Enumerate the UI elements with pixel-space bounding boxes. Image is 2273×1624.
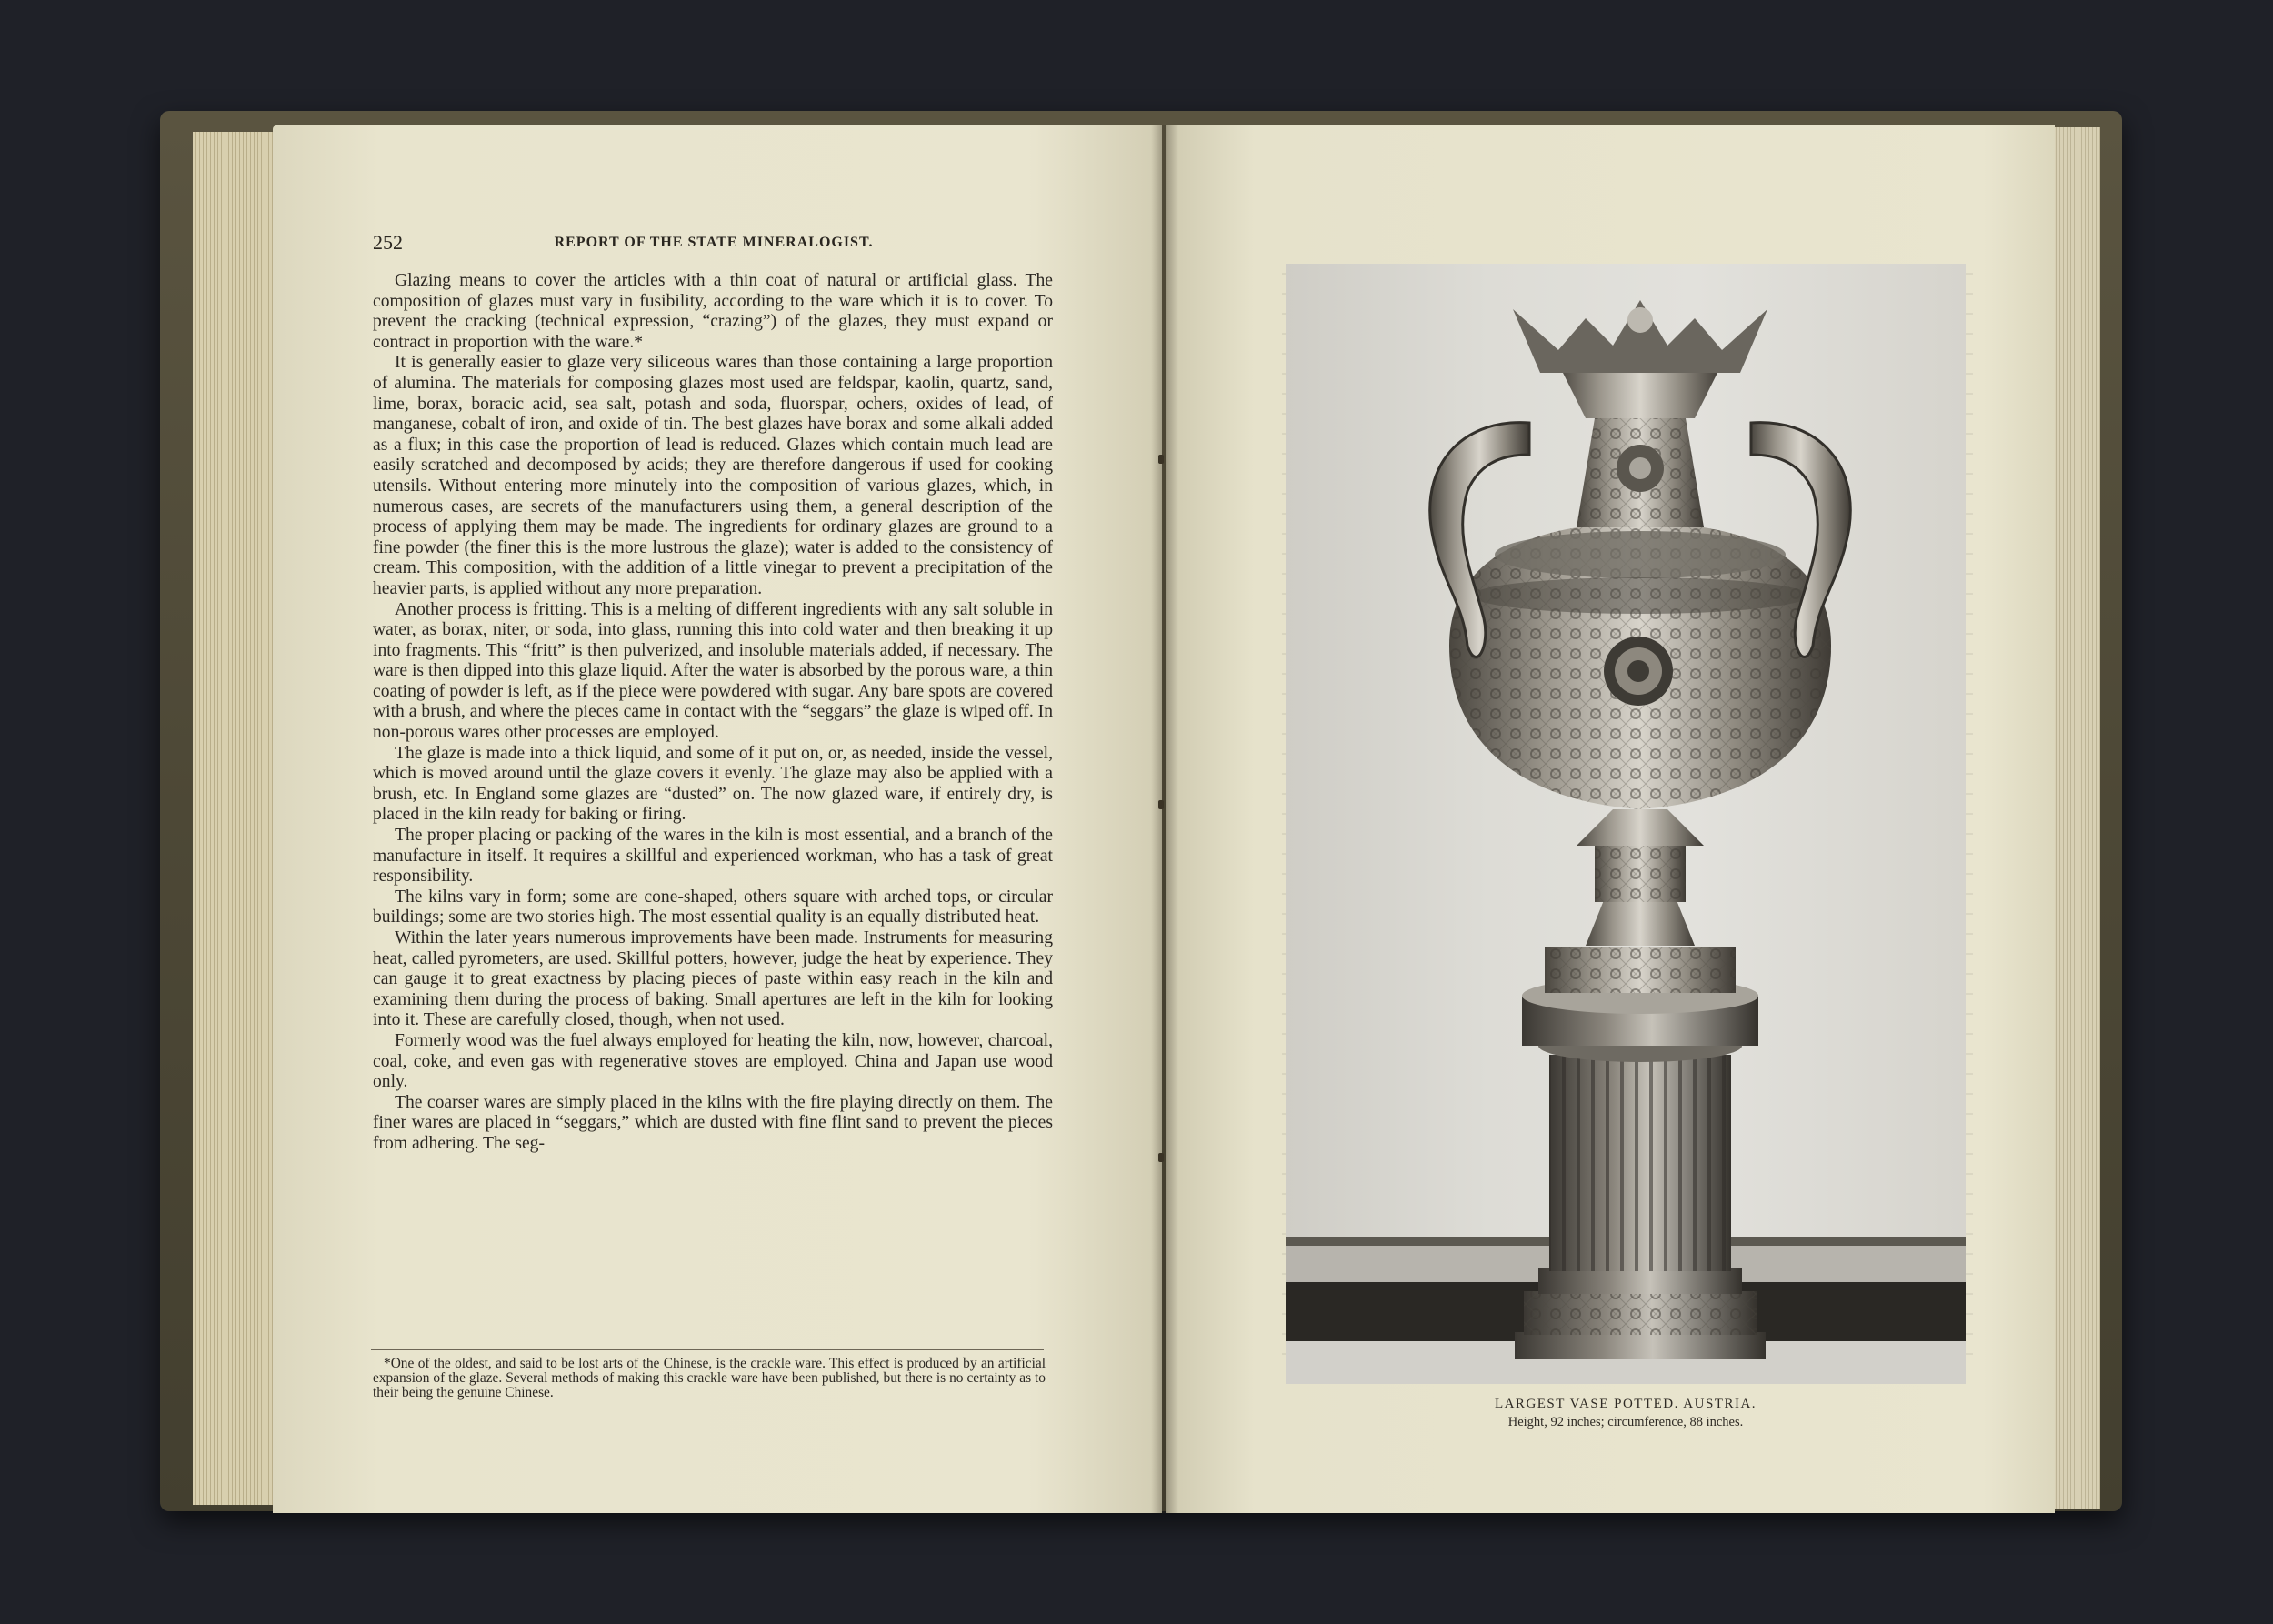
plate-caption-subtitle: Height, 92 inches; circumference, 88 inches. bbox=[1507, 1415, 1744, 1429]
book-gutter bbox=[1151, 125, 1178, 1513]
page-edges-left bbox=[193, 132, 275, 1505]
vase-photograph bbox=[1286, 264, 1966, 1384]
paragraph: The glaze is made into a thick liquid, and some of it put on, or, as needed, inside the vessel, which is moved around until the glaze covers it evenly. The glaze may also be applied with a brush, etc. In England some glazes are “dusted” on. The now glazed ware, if entirely dry, is placed in the kiln ready for baking or firing. bbox=[373, 743, 1053, 825]
paragraph: It is generally easier to glaze very siliceous wares than those containing a large proportion of alumina. The materials for composing glazes most used are feldspar, kaolin, quartz, sand, lime, borax, boracic acid, sea salt, potash and soda, fluorspar, ochers, oxides of lead, of manganese, cobalt of iron, and oxide of tin. The best glazes have borax and some alkali added as a flux; in this case the proportion of lead is reduced. Glazes which contain much lead are easily scratched and decomposed by acids; they are therefore dangerous if used for cooking utensils. Without entering more minutely into the composition of various glazes, which, in numerous cases, are secrets of the manufacturers using them, a general description of the process of applying them may be made. The ingredients for ordinary glazes are ground to a fine powder (the finer this is the more lustrous the glaze); water is added to the consistency of cream. This composition, with the addition of a little vinegar to prevent a precipitation of the heavier parts, is applied without any more preparation. bbox=[373, 353, 1053, 598]
plate-caption-title: LARGEST VASE POTTED. AUSTRIA. bbox=[1494, 1397, 1757, 1411]
binding-stitch bbox=[1158, 800, 1164, 809]
vase-illustration bbox=[1286, 264, 1966, 1384]
paragraph: Glazing means to cover the articles with a thin coat of natural or artificial glass. The composition of glazes must vary in fusibility, according to the ware which it is to cover. To prevent the cracking (technical expression, “crazing”) of the glazes, they must expand or contract in proportion with the ware.* bbox=[373, 271, 1053, 352]
footnote-rule bbox=[371, 1349, 1044, 1350]
page-header bbox=[373, 231, 1055, 256]
paragraph: Another process is fritting. This is a melting of different ingredients with any salt soluble in water, as borax, niter, or soda, into glass, running this into cold water and then breaking it up into fragments. This “fritt” is then pulverized, and insoluble materials added, if necessary. The ware is then dipped into this glaze liquid. After the water is absorbed by the porous ware, a thin coating of powder is left, as if the piece were powdered with sugar. Any bare spots are covered with a brush, and where the pieces came in contact with the “seggars” the glaze is wiped off. In non-porous wares other processes are employed. bbox=[373, 599, 1053, 743]
body-text bbox=[373, 271, 1053, 1155]
running-head: REPORT OF THE STATE MINERALOGIST. bbox=[554, 235, 874, 250]
footnote: *One of the oldest, and said to be lost arts of the Chinese, is the crackle ware. This effect is produced by an artificial expansion of the glaze. Several methods of making this crackle ware have been published, but there is no certainty as to their being the genuine Chinese. bbox=[373, 1356, 1046, 1400]
paragraph: The coarser wares are simply placed in the kilns with the fire playing directly on them. The finer wares are placed in “seggars,” which are dusted with fine flint sand to prevent the pieces from adhering. The seg- bbox=[373, 1092, 1053, 1153]
paragraph: Within the later years numerous improvements have been made. Instruments for measuring heat, called pyrometers, are used. Skillful potters, however, judge the heat by experience. They can gauge it to great exactness by placing pieces of paste within easy reach in the kiln and examining them during the process of baking. Small apertures are left in the kiln for looking into it. These are carefully closed, though, when not used. bbox=[373, 928, 1053, 1030]
paragraph: Formerly wood was the fuel always employed for heating the kiln, now, however, charcoal, coal, coke, and even gas with regenerative stoves are employed. China and Japan use wood only. bbox=[373, 1030, 1053, 1092]
binding-stitch bbox=[1158, 455, 1164, 464]
binding-stitch bbox=[1158, 1153, 1164, 1162]
paragraph: The kilns vary in form; some are cone-shaped, others square with arched tops, or circular buildings; some are two stories high. The most essential quality is an equally distributed heat. bbox=[373, 887, 1053, 927]
paragraph: The proper placing or packing of the wares in the kiln is most essential, and a branch of the manufacture in itself. It requires a skillful and experienced workman, who has a task of great responsibility. bbox=[373, 826, 1053, 887]
page-number: 252 bbox=[373, 231, 403, 254]
